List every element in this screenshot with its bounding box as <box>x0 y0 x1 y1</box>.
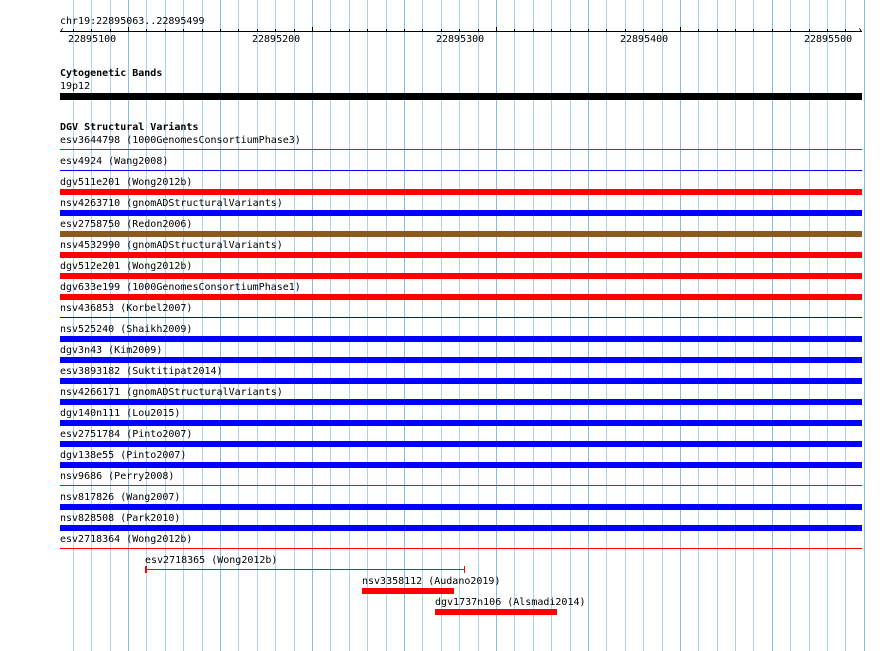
grid-line <box>864 0 865 651</box>
ruler-minor-tick <box>183 29 184 32</box>
feature-label: esv2751784 (Pinto2007) <box>60 429 193 440</box>
ruler-major-tick <box>312 27 313 32</box>
feature-bar[interactable] <box>60 189 862 195</box>
feature-label: esv3893182 (Suktitipat2014) <box>60 366 223 377</box>
feature-bar[interactable] <box>60 525 862 531</box>
ruler-arrow-left: ‹ <box>59 25 66 36</box>
ruler-axis-line <box>60 31 862 32</box>
feature-label: dgv140n111 (Lou2015) <box>60 408 181 419</box>
feature-bar[interactable] <box>60 462 862 468</box>
feature-label: dgv138e55 (Pinto2007) <box>60 450 187 461</box>
ruler-minor-tick <box>698 29 699 32</box>
ruler-tick-label: 22895200 <box>252 34 301 45</box>
feature-label: nsv817826 (Wang2007) <box>60 492 181 503</box>
ruler-minor-tick <box>349 29 350 32</box>
ruler-minor-tick <box>717 29 718 32</box>
feature-label: esv3644798 (1000GenomesConsortiumPhase3) <box>60 135 301 146</box>
ruler-minor-tick <box>367 29 368 32</box>
feature-bar[interactable] <box>60 231 862 237</box>
feature-bar[interactable] <box>60 399 862 405</box>
feature-label: nsv4532990 (gnomADStructuralVariants) <box>60 240 283 251</box>
feature-bar[interactable] <box>60 149 862 150</box>
feature-bar[interactable] <box>60 317 862 318</box>
ruler-minor-tick <box>238 29 239 32</box>
cytoband-track-title: Cytogenetic Bands <box>60 68 163 79</box>
cytoband-19p12[interactable] <box>60 93 862 100</box>
ruler-minor-tick <box>110 29 111 32</box>
feature-bar[interactable] <box>60 485 862 486</box>
ruler-major-tick <box>680 27 681 32</box>
feature-bar[interactable] <box>60 548 862 549</box>
ruler-major-tick <box>128 27 129 32</box>
feature-label: nsv436853 (Korbel2007) <box>60 303 193 314</box>
feature-bar[interactable] <box>60 441 862 447</box>
feature-label: dgv3n43 (Kim2009) <box>60 345 163 356</box>
ruler-minor-tick <box>441 29 442 32</box>
feature-end-cap <box>464 566 465 573</box>
feature-label: esv2718364 (Wong2012b) <box>60 534 193 545</box>
feature-bar[interactable] <box>435 609 557 615</box>
ruler-minor-tick <box>422 29 423 32</box>
feature-bar[interactable] <box>60 336 862 342</box>
feature-bar[interactable] <box>60 273 862 279</box>
ruler-minor-tick <box>330 29 331 32</box>
ruler-minor-tick <box>91 29 92 32</box>
feature-label: nsv4266171 (gnomADStructuralVariants) <box>60 387 283 398</box>
ruler-minor-tick <box>146 29 147 32</box>
ruler-minor-tick <box>845 29 846 32</box>
ruler-minor-tick <box>643 29 644 32</box>
ruler-minor-tick <box>202 29 203 32</box>
feature-label: nsv4263710 (gnomADStructuralVariants) <box>60 198 283 209</box>
ruler-minor-tick <box>790 29 791 32</box>
ruler-minor-tick <box>753 29 754 32</box>
ruler-minor-tick <box>275 29 276 32</box>
ruler-minor-tick <box>533 29 534 32</box>
ruler-minor-tick <box>459 29 460 32</box>
feature-label: dgv512e201 (Wong2012b) <box>60 261 193 272</box>
ruler-tick-label: 22895300 <box>436 34 485 45</box>
feature-label: nsv828508 (Park2010) <box>60 513 181 524</box>
ruler-minor-tick <box>294 29 295 32</box>
ruler-minor-tick <box>588 29 589 32</box>
feature-bar[interactable] <box>60 294 862 300</box>
ruler-minor-tick <box>625 29 626 32</box>
ruler-minor-tick <box>551 29 552 32</box>
ruler-minor-tick <box>662 29 663 32</box>
ruler-arrow-right: › <box>857 25 864 36</box>
feature-label: nsv9686 (Perry2008) <box>60 471 175 482</box>
ruler-tick-label: 22895100 <box>68 34 117 45</box>
ruler-minor-tick <box>257 29 258 32</box>
feature-bar[interactable] <box>60 210 862 216</box>
feature-bar[interactable] <box>60 420 862 426</box>
feature-end-cap <box>145 566 147 573</box>
feature-bar[interactable] <box>60 252 862 258</box>
ruler-minor-tick <box>606 29 607 32</box>
feature-bar[interactable] <box>60 378 862 384</box>
feature-bar[interactable] <box>362 588 454 594</box>
ruler-minor-tick <box>772 29 773 32</box>
feature-label: esv4924 (Wang2008) <box>60 156 169 167</box>
feature-bar[interactable] <box>60 170 862 171</box>
feature-label: nsv3358112 (Audano2019) <box>362 576 501 587</box>
region-label: chr19:22895063..22895499 <box>60 16 205 27</box>
ruler-minor-tick <box>570 29 571 32</box>
ruler-tick-label: 22895400 <box>620 34 669 45</box>
ruler-tick-label: 22895500 <box>804 34 853 45</box>
ruler-minor-tick <box>809 29 810 32</box>
ruler-minor-tick <box>386 29 387 32</box>
ruler-minor-tick <box>165 29 166 32</box>
ruler-minor-tick <box>220 29 221 32</box>
ruler-major-tick <box>496 27 497 32</box>
dgv-track-title: DGV Structural Variants <box>60 122 199 133</box>
feature-bar[interactable] <box>60 504 862 510</box>
feature-label: esv2758750 (Redon2006) <box>60 219 193 230</box>
feature-label: dgv633e199 (1000GenomesConsortiumPhase1) <box>60 282 301 293</box>
ruler-minor-tick <box>478 29 479 32</box>
feature-bar[interactable] <box>145 569 465 570</box>
ruler-minor-tick <box>514 29 515 32</box>
feature-label: dgv511e201 (Wong2012b) <box>60 177 193 188</box>
feature-label: dgv1737n106 (Alsmadi2014) <box>435 597 586 608</box>
ruler-minor-tick <box>73 29 74 32</box>
feature-label: esv2718365 (Wong2012b) <box>145 555 278 566</box>
ruler-minor-tick <box>735 29 736 32</box>
feature-bar[interactable] <box>60 357 862 363</box>
ruler-minor-tick <box>404 29 405 32</box>
feature-label: nsv525240 (Shaikh2009) <box>60 324 193 335</box>
cytoband-label: 19p12 <box>60 81 91 92</box>
ruler-minor-tick <box>827 29 828 32</box>
